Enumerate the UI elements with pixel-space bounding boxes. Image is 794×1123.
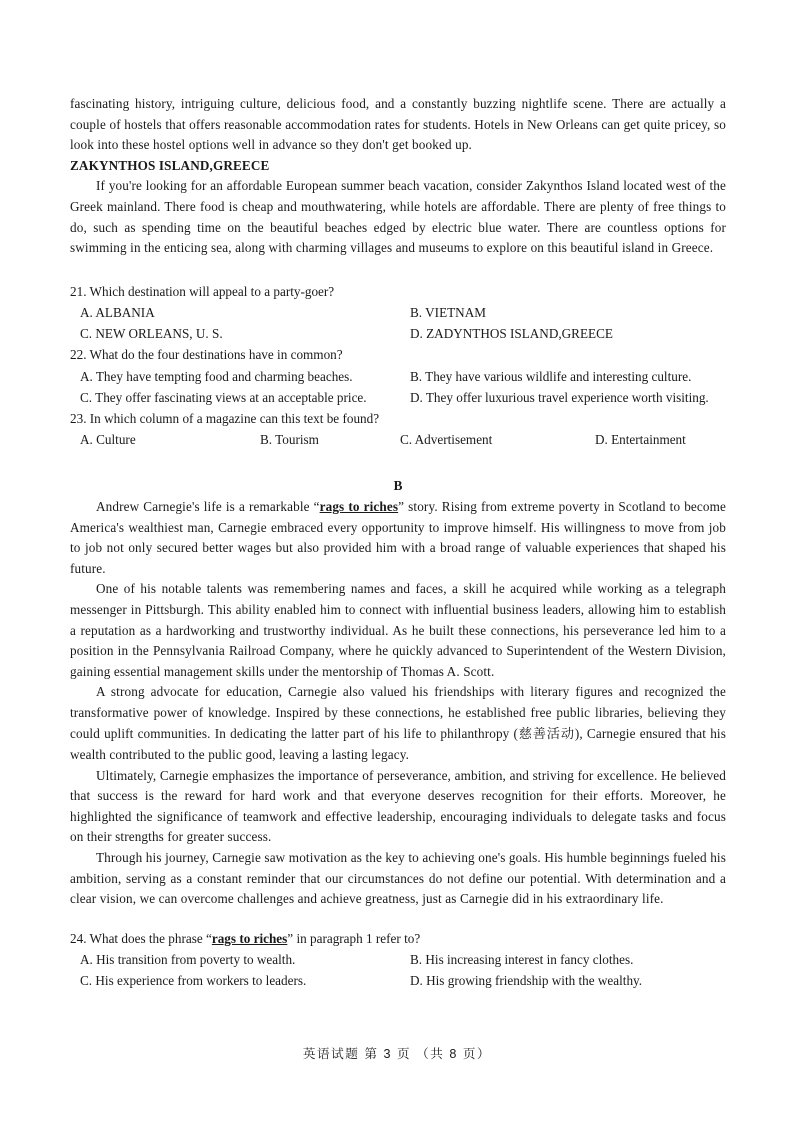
question-22-option-d[interactable]: D. They offer luxurious travel experience worth visiting. bbox=[410, 389, 709, 405]
question-21-option-a[interactable]: A. ALBANIA bbox=[80, 304, 155, 320]
passage-b-p3-before-gloss: A strong advocate for education, Carnegie also valued his friendships with literary figures and recognized the transformative power of knowledge. Inspired by these connections, he established free public libraries, believing they could uplift communities. In dedicating the latter part of his life to philanthropy ( bbox=[70, 684, 726, 741]
question-24-stem bbox=[70, 928, 726, 949]
question-22-option-b[interactable]: B. They have various wildlife and interesting culture. bbox=[410, 368, 692, 384]
spacer bbox=[70, 450, 726, 476]
question-21-option-c[interactable]: C. NEW ORLEANS, U. S. bbox=[80, 326, 223, 342]
passage-b-p1-after: ” story. Rising from extreme poverty in Scotland to become America's wealthiest man, Carnegie embraced every opportunity to improve himself. His willingness to move from job to job not only secured better wages but also provided him with a broad range of valuable experiences that shaped his future. bbox=[70, 498, 727, 576]
question-23-option-d[interactable]: D. Entertainment bbox=[595, 432, 686, 448]
question-22-stem: 22. What do the four destinations have in common? bbox=[70, 347, 343, 363]
page-content bbox=[70, 94, 726, 991]
philanthropy-chinese-gloss: 慈善活动 bbox=[518, 726, 575, 742]
passage-b-paragraph-3 bbox=[70, 682, 726, 765]
passage-b-label: B bbox=[393, 478, 403, 494]
question-24-options-row-1 bbox=[70, 949, 726, 970]
question-24-option-b[interactable]: B. His increasing interest in fancy clothes. bbox=[410, 952, 634, 968]
passage-b-p1-before: Andrew Carnegie's life is a remarkable “ bbox=[96, 498, 320, 514]
passage-b-p3-after-gloss: ), Carnegie ensured that his wealth contributed to the public good, leaving a lasting legacy. bbox=[70, 725, 726, 763]
page-footer: 英语试题 第 3 页 （共 8 页） bbox=[302, 1047, 492, 1061]
question-22-option-c[interactable]: C. They offer fascinating views at an acceptable price. bbox=[80, 389, 367, 405]
passage-b-paragraph-5: Through his journey, Carnegie saw motivation as the key to achieving one's goals. His humble beginnings fueled his ambition, serving as a constant reminder that our circumstances do not define our potential. With determination and a clear vision, we can overcome challenges and achieve greatness, just as Carnegie did in his extraordinary life. bbox=[70, 850, 726, 907]
rags-to-riches-phrase: rags to riches bbox=[319, 498, 399, 514]
passage-a-continued-paragraph: fascinating history, intriguing culture, delicious food, and a constantly buzzing nightlife scene. There are actually a couple of hostels that offers reasonable accommodation rates for students. Hotels in New Orleans can get quite pricey, so look into these hostel options well in advance so they don't get booked up. bbox=[70, 96, 726, 153]
spacer bbox=[70, 910, 726, 928]
passage-b-paragraph-4: Ultimately, Carnegie emphasizes the importance of perseverance, ambition, and striving for excellence. He believed that success is the reward for hard work and that everyone deserves recognition for their efforts. Moreover, he highlighted the significance of teamwork and effective leadership, encouraging individuals to delegate tasks and focus on their strengths for greater success. bbox=[70, 767, 726, 845]
question-24-option-c[interactable]: C. His experience from workers to leaders. bbox=[80, 973, 307, 989]
question-21-options-row-2 bbox=[70, 323, 726, 344]
passage-b-paragraph-2: One of his notable talents was remembering names and faces, a skill he acquired while working as a telegraph messenger in Pittsburgh. This ability enabled him to connect with influential business leaders, allowing him to establish a reputation as a hardworking and trustworthy individual. As he built these connections, his perseverance led him to a position in the Pennsylvania Railroad Company, where he quickly advanced to Superintendent of the Western Division, gaining essential management skills under the mentorship of Thomas A. Scott. bbox=[70, 581, 726, 679]
passage-b-paragraph-1 bbox=[70, 497, 726, 579]
question-23-options-row bbox=[70, 429, 726, 450]
passage-a-zakynthos-paragraph: If you're looking for an affordable European summer beach vacation, consider Zakynthos Island located west of the Greek mainland. There food is cheap and mouthwatering, while hotels are affordable. There are plenty of free things to do, such as spending time on the beautiful beaches edged by electric blue water. There are countless options for swimming in the enticing sea, along with charming villages and museums to explore on this beautiful island in Greece. bbox=[70, 178, 726, 256]
question-23-option-c[interactable]: C. Advertisement bbox=[400, 432, 493, 448]
question-23-option-a[interactable]: A. Culture bbox=[80, 432, 136, 448]
question-22-options-row-2 bbox=[70, 387, 726, 408]
question-22-option-a[interactable]: A. They have tempting food and charming beaches. bbox=[80, 368, 353, 384]
question-24-option-a[interactable]: A. His transition from poverty to wealth. bbox=[80, 952, 296, 968]
question-24-option-d[interactable]: D. His growing friendship with the wealthy. bbox=[410, 973, 643, 989]
question-23-option-b[interactable]: B. Tourism bbox=[260, 432, 319, 448]
destination-heading-zakynthos: ZAKYNTHOS ISLAND,GREECE bbox=[70, 157, 270, 173]
spacer bbox=[70, 259, 726, 281]
question-21-option-b[interactable]: B. VIETNAM bbox=[410, 304, 486, 320]
question-24-stem-before: 24. What does the phrase “ bbox=[70, 930, 212, 946]
question-21-option-d[interactable]: D. ZADYNTHOS ISLAND,GREECE bbox=[410, 326, 613, 342]
rags-to-riches-phrase: rags to riches bbox=[211, 930, 288, 946]
question-21-stem: 21. Which destination will appeal to a party-goer? bbox=[70, 283, 335, 299]
question-22-options-row-1 bbox=[70, 366, 726, 387]
question-23-stem: 23. In which column of a magazine can this text be found? bbox=[70, 410, 380, 426]
question-21-options-row-1 bbox=[70, 302, 726, 323]
question-24-stem-after: ” in paragraph 1 refer to? bbox=[287, 930, 421, 946]
question-24-options-row-2 bbox=[70, 970, 726, 991]
